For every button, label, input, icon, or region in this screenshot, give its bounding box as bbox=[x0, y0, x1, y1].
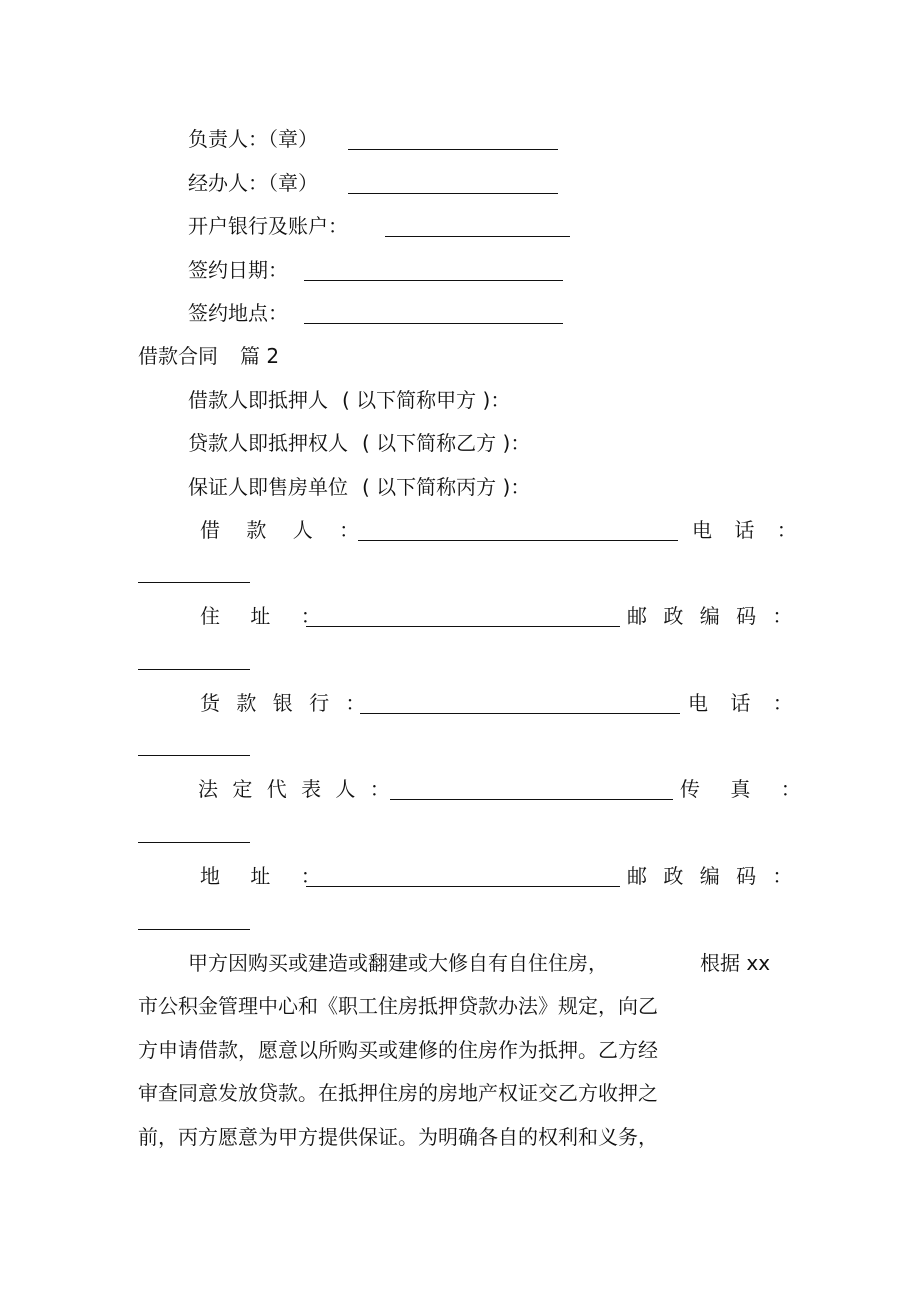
handler-blank[interactable] bbox=[348, 193, 558, 194]
body-line-3: 方申请借款，愿意以所购买或建修的住房作为抵押。乙方经 bbox=[138, 1038, 658, 1062]
field-lender-phone-blank[interactable] bbox=[138, 755, 250, 756]
party-guarantor bbox=[188, 474, 530, 500]
field-borrower-label: 借 款 人 ： bbox=[200, 518, 370, 542]
responsible-person-label: 负责人：（章） bbox=[188, 127, 318, 151]
party-lender bbox=[188, 430, 530, 456]
field-address-blank[interactable] bbox=[306, 626, 620, 627]
handler-label: 经办人：（章） bbox=[188, 171, 318, 195]
field-postcode-label: 邮 政 编 码 ： bbox=[627, 604, 798, 628]
field-lender-address-blank[interactable] bbox=[306, 886, 620, 887]
body-line-4: 审查同意发放贷款。在抵押住房的房地产权证交乙方收押之 bbox=[138, 1081, 658, 1105]
field-postcode-blank[interactable] bbox=[138, 669, 250, 670]
party-role: 贷款人即抵押权人 bbox=[188, 431, 348, 455]
party-abbr: ( 以下简称乙方 )： bbox=[362, 431, 531, 455]
party-borrower bbox=[188, 387, 510, 413]
bank-account-blank[interactable] bbox=[385, 236, 570, 237]
field-lender-phone-label: 电 话 ： bbox=[688, 691, 801, 715]
field-lender-bank-blank[interactable] bbox=[360, 713, 680, 714]
party-abbr: ( 以下简称丙方 )： bbox=[362, 475, 531, 499]
field-lender-bank-label: 货 款 银 行 ： bbox=[200, 691, 371, 715]
party-role: 保证人即售房单位 bbox=[188, 475, 348, 499]
field-borrower-blank[interactable] bbox=[358, 540, 678, 541]
responsible-person-blank[interactable] bbox=[348, 149, 558, 150]
section-title: 借款合同 bbox=[138, 344, 218, 368]
field-fax-label: 传 真 ： bbox=[680, 777, 813, 801]
field-lender-postcode-blank[interactable] bbox=[138, 929, 250, 930]
field-phone-label: 电 话 ： bbox=[692, 518, 805, 542]
body-line-1a: 甲方因购买或建造或翻建或大修自有自住住房， bbox=[188, 951, 608, 975]
field-lender-postcode-label: 邮 政 编 码 ： bbox=[627, 864, 798, 888]
body-line-2: 市公积金管理中心和《职工住房抵押贷款办法》规定，向乙 bbox=[138, 994, 658, 1018]
field-legal-rep-blank[interactable] bbox=[390, 799, 673, 800]
field-lender-address-label: 地 址 ： bbox=[200, 864, 333, 888]
section-heading bbox=[138, 343, 279, 369]
field-legal-rep-label: 法 定 代 表 人 ： bbox=[198, 777, 394, 801]
bank-account-label: 开户银行及账户： bbox=[188, 214, 348, 238]
sign-date-label: 签约日期： bbox=[188, 258, 288, 282]
section-number: 篇 2 bbox=[240, 344, 280, 368]
party-abbr: ( 以下简称甲方 )： bbox=[342, 388, 511, 412]
sign-place-blank[interactable] bbox=[304, 323, 563, 324]
sign-place-label: 签约地点： bbox=[188, 301, 288, 325]
sign-date-blank[interactable] bbox=[304, 280, 563, 281]
field-fax-blank[interactable] bbox=[138, 842, 250, 843]
body-line-1b: 根据 xx bbox=[700, 951, 771, 975]
body-line-5: 前，丙方愿意为甲方提供保证。为明确各自的权利和义务， bbox=[138, 1125, 658, 1149]
party-role: 借款人即抵押人 bbox=[188, 388, 328, 412]
field-address-label: 住 址 ： bbox=[200, 604, 333, 628]
field-phone-blank[interactable] bbox=[138, 582, 250, 583]
